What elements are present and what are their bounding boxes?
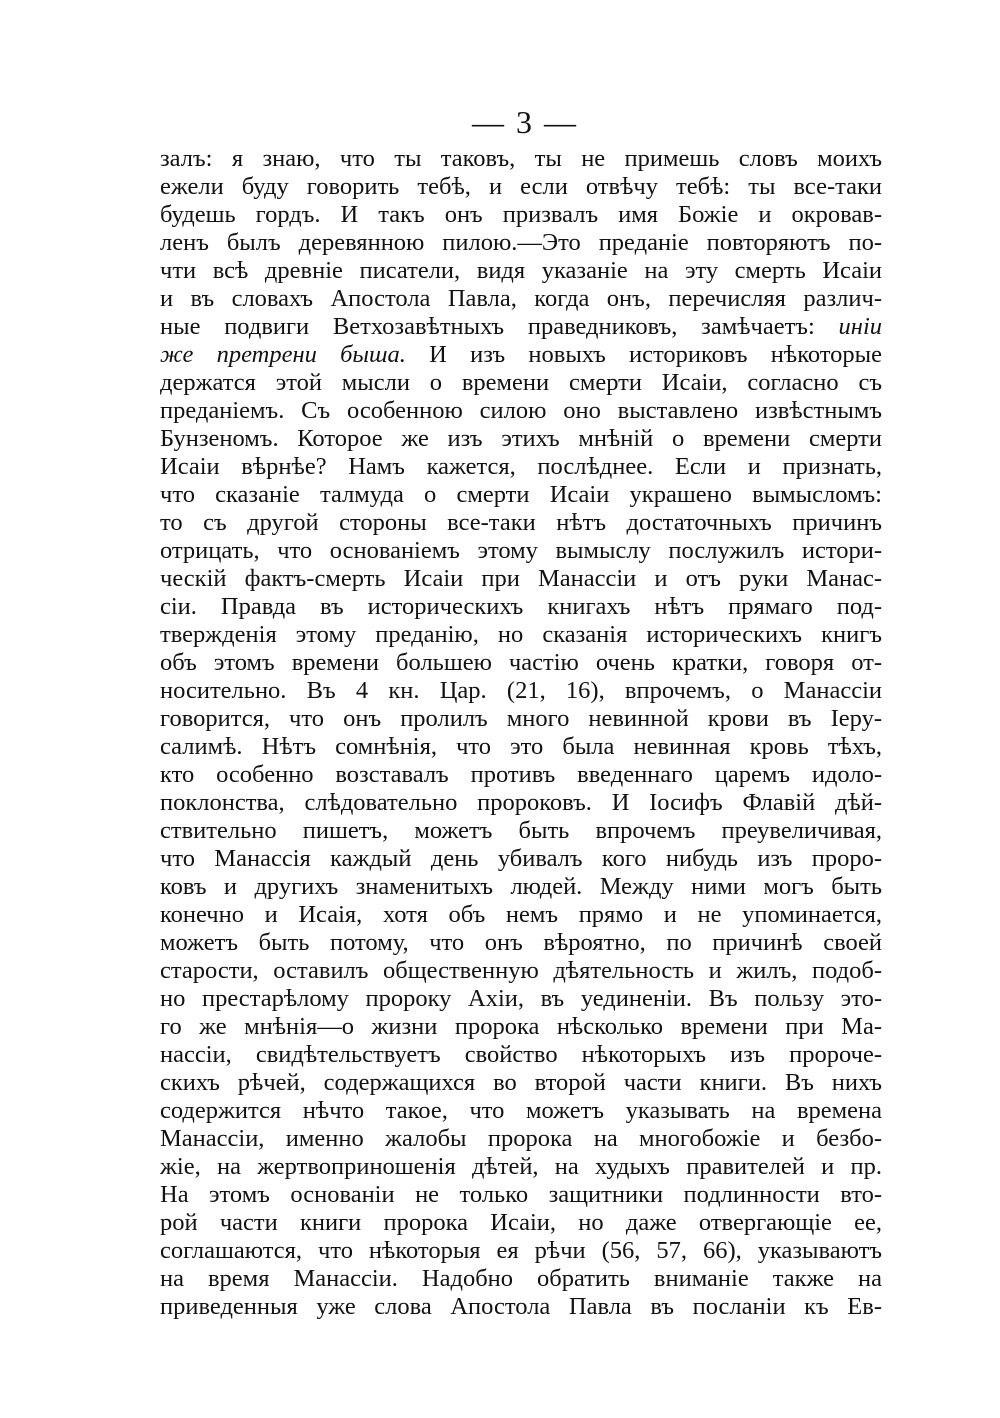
text-line-content: преданіемъ. Съ особенною силою оно выставлено извѣстнымъ — [160, 397, 882, 424]
text-line-content — [160, 313, 882, 341]
text-line-content: Бунзеномъ. Которое же изъ этихъ мнѣній о времени смерти — [160, 425, 882, 452]
text-line-content: ежели буду говорить тебѣ, и если отвѣчу тебѣ: ты все-таки — [160, 173, 882, 200]
text-line — [160, 201, 882, 229]
text-line-content: го же мнѣнія—о жизни пророка нѣсколько времени при Ма- — [160, 1013, 882, 1040]
body-text — [160, 145, 882, 1321]
text-line — [160, 565, 882, 593]
text-line-content: салимѣ. Нѣтъ сомнѣнія, что это была невинная кровь тѣхъ, — [160, 733, 882, 760]
text-line — [160, 425, 882, 453]
text-line-content: твержденія этому преданію, но сказанія историческихъ книгъ — [160, 621, 882, 648]
text-line — [160, 817, 882, 845]
text-line-content: ленъ былъ деревянною пилою.—Это преданіе повторяютъ по- — [160, 229, 882, 256]
text-line-content: чти всѣ древніе писатели, видя указаніе на эту смерть Исаіи — [160, 257, 882, 284]
italic-quotation: иніи — [838, 313, 883, 340]
text-line — [160, 873, 882, 901]
text-line-content: старости, оставилъ общественную дѣятельность и жилъ, подоб- — [160, 957, 882, 984]
text-line — [160, 733, 882, 761]
italic-quotation: же претрени быша. — [160, 341, 406, 368]
text-line — [160, 1069, 882, 1097]
text-line — [160, 453, 882, 481]
text-line-content: соглашаются, что нѣкоторыя ея рѣчи (56, 57, 66), указываютъ — [160, 1237, 882, 1264]
text-line-content: ческій фактъ-смерть Исаіи при Манассіи и отъ руки Манас- — [160, 565, 882, 592]
text-line-content: то съ другой стороны все-таки нѣтъ достаточныхъ причинъ — [160, 509, 882, 536]
text-line — [160, 677, 882, 705]
text-segment: ные подвиги Ветхозавѣтныхъ праведниковъ, замѣчаетъ: — [160, 313, 815, 340]
text-line — [160, 761, 882, 789]
text-line — [160, 705, 882, 733]
text-line — [160, 285, 882, 313]
text-line-content: отрицать, что основаніемъ этому вымыслу послужилъ истори- — [160, 537, 882, 564]
text-line — [160, 845, 882, 873]
text-line — [160, 1097, 882, 1125]
text-line-content: кто особенно возставалъ противъ введеннаго царемъ идоло- — [160, 761, 882, 788]
text-line — [160, 173, 882, 201]
text-line-content: На этомъ основаніи не только защитники подлинности вто- — [160, 1181, 882, 1208]
text-line-content: поклонства, слѣдовательно пророковъ. И Іосифъ Флавій дѣй- — [160, 789, 882, 816]
text-line — [160, 257, 882, 285]
text-line — [160, 985, 882, 1013]
text-line-content: на время Манассіи. Надобно обратить вниманіе также на — [160, 1265, 882, 1292]
text-line — [160, 313, 882, 341]
text-line — [160, 1293, 882, 1321]
text-line — [160, 229, 882, 257]
text-line-content: Исаіи вѣрнѣе? Намъ кажется, послѣднее. Если и признать, — [160, 453, 882, 480]
text-segment: И изъ новыхъ историковъ нѣкоторые — [429, 341, 882, 368]
text-line-content: жіе, на жертвоприношенія дѣтей, на худыхъ правителей и пр. — [160, 1153, 882, 1180]
text-line — [160, 957, 882, 985]
text-line — [160, 1237, 882, 1265]
text-line-content: объ этомъ времени большею частію очень кратки, говоря от- — [160, 649, 882, 676]
text-line — [160, 593, 882, 621]
text-line-content: нассіи, свидѣтельствуетъ свойство нѣкоторыхъ изъ пророче- — [160, 1041, 882, 1068]
text-line-content: ствительно пишетъ, можетъ быть впрочемъ преувеличивая, — [160, 817, 882, 844]
text-line — [160, 369, 882, 397]
text-line-content: держатся этой мысли о времени смерти Исаіи, согласно съ — [160, 369, 882, 396]
text-line-content: ковъ и другихъ знаменитыхъ людей. Между ними могъ быть — [160, 873, 882, 900]
text-line-content: скихъ рѣчей, содержащихся во второй части книги. Въ нихъ — [160, 1069, 882, 1096]
text-line — [160, 481, 882, 509]
text-line — [160, 1153, 882, 1181]
text-line — [160, 649, 882, 677]
text-line-content: что сказаніе талмуда о смерти Исаіи украшено вымысломъ: — [160, 481, 882, 508]
text-line — [160, 1181, 882, 1209]
text-line-content: сіи. Правда въ историческихъ книгахъ нѣтъ прямаго под- — [160, 593, 882, 620]
text-line-content: носительно. Въ 4 кн. Цар. (21, 16), впрочемъ, о Манассіи — [160, 677, 882, 704]
text-line-content: рой части книги пророка Исаіи, но даже отвергающіе ее, — [160, 1209, 882, 1236]
text-line — [160, 1125, 882, 1153]
text-line — [160, 1013, 882, 1041]
text-line-content: содержится нѣчто такое, что можетъ указывать на времена — [160, 1097, 882, 1124]
text-line-content — [160, 341, 882, 369]
text-line — [160, 901, 882, 929]
text-line — [160, 1041, 882, 1069]
text-line-content: и въ словахъ Апостола Павла, когда онъ, перечисляя различ- — [160, 285, 882, 312]
text-line — [160, 145, 882, 173]
text-line — [160, 397, 882, 425]
text-line-content: можетъ быть потому, что онъ вѣроятно, по причинѣ своей — [160, 929, 882, 956]
text-line — [160, 537, 882, 565]
text-line-content: конечно и Исаія, хотя объ немъ прямо и не упоминается, — [160, 901, 882, 928]
text-line-content: Манассіи, именно жалобы пророка на многобожіе и безбо- — [160, 1125, 882, 1152]
text-line-content: но престарѣлому пророку Ахіи, въ уединеніи. Въ пользу это- — [160, 985, 882, 1012]
text-line — [160, 789, 882, 817]
text-line — [160, 929, 882, 957]
text-line — [160, 1209, 882, 1237]
text-line-content: залъ: я знаю, что ты таковъ, ты не примешь словъ моихъ — [160, 145, 882, 172]
text-line-content: приведенныя уже слова Апостола Павла въ посланіи къ Ев- — [160, 1293, 882, 1320]
text-line-content: что Манассія каждый день убивалъ кого нибудь изъ проро- — [160, 845, 882, 872]
page-number: — 3 — — [472, 104, 578, 140]
text-line-content: будешь гордъ. И такъ онъ призвалъ имя Божіе и окровав- — [160, 201, 882, 228]
text-line — [160, 621, 882, 649]
text-line — [160, 509, 882, 537]
text-line — [160, 341, 882, 369]
text-line — [160, 1265, 882, 1293]
text-line-content: говорится, что онъ пролилъ много невинной крови въ Іеру- — [160, 705, 882, 732]
